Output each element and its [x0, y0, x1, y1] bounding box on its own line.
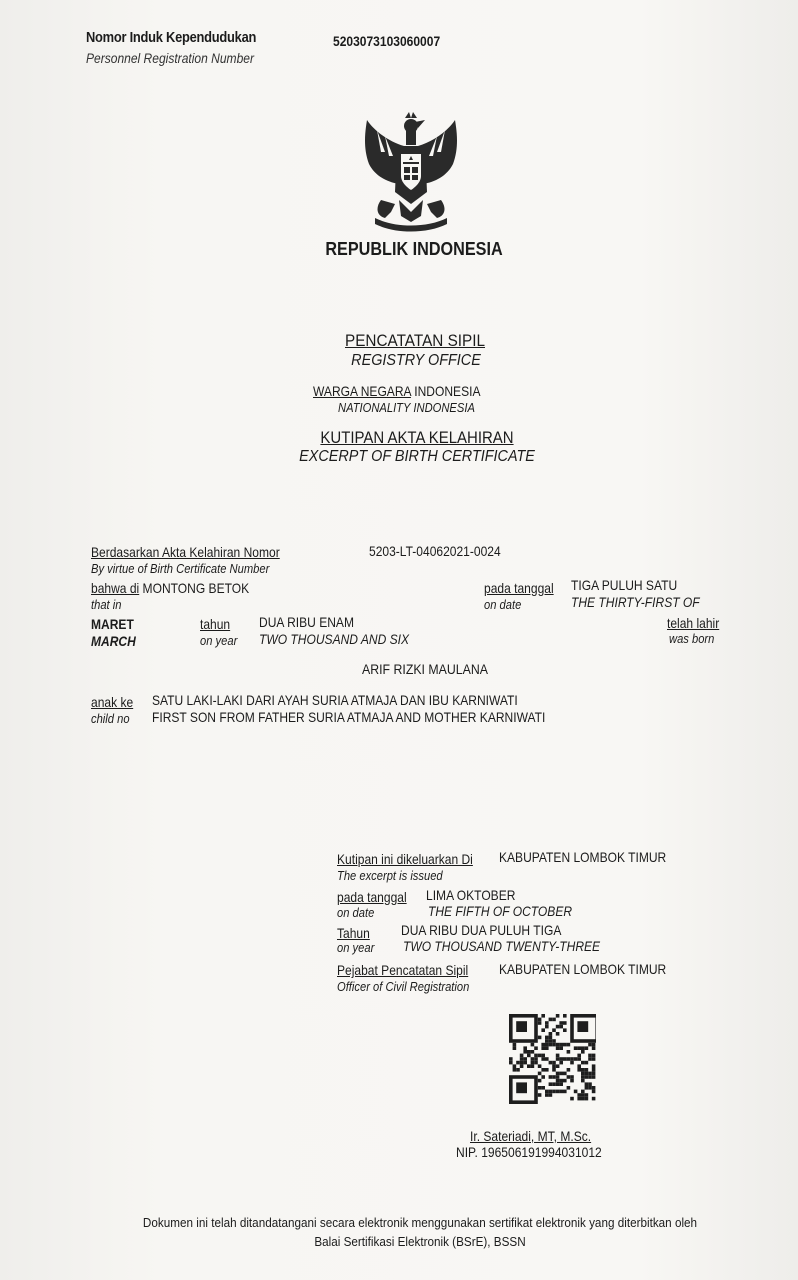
issued-label: Kutipan ini dikeluarkan Di: [337, 851, 473, 867]
child-value: SATU LAKI-LAKI DARI AYAH SURIA ATMAJA DAN IBU KARNIWATI: [152, 692, 518, 708]
issue-date-label: pada tanggal: [337, 889, 407, 905]
year-value: DUA RIBU ENAM: [259, 614, 355, 630]
signer-name: Ir. Sateriadi, MT, M.Sc.: [470, 1128, 592, 1144]
garuda-emblem-icon: [355, 112, 467, 232]
nationality-row-en: [338, 400, 475, 415]
year-label: tahun: [200, 616, 231, 632]
issue-date-value-en: THE FIFTH OF OCTOBER: [428, 903, 573, 919]
issue-year-label: Tahun: [337, 925, 370, 941]
officer-label-en: Officer of Civil Registration: [337, 979, 470, 994]
month-value-en: MARCH: [91, 633, 136, 649]
year-label-en: on year: [200, 633, 238, 648]
footer-line-1: Dokumen ini telah ditandatangani secara elektronik menggunakan sertifikat elektronik yang diterbitkan oleh: [142, 1215, 698, 1230]
child-name: ARIF RIZKI MAULANA: [362, 661, 488, 677]
date-label: pada tanggal: [484, 580, 554, 596]
office-title: PENCATATAN SIPIL: [344, 331, 486, 350]
child-label: anak ke: [91, 694, 134, 710]
doc-title-en: EXCERPT OF BIRTH CERTIFICATE: [299, 448, 535, 465]
country-title: REPUBLIK INDONESIA: [325, 239, 503, 259]
nationality-value: INDONESIA: [414, 383, 481, 399]
issue-date-label-en: on date: [337, 905, 375, 920]
child-value-en: FIRST SON FROM FATHER SURIA ATMAJA AND MOTHER KARNIWATI: [152, 709, 546, 725]
cert-label-en: By virtue of Birth Certificate Number: [91, 561, 270, 576]
officer-label: Pejabat Pencatatan Sipil: [337, 962, 469, 978]
office-title-en: REGISTRY OFFICE: [351, 352, 481, 369]
cert-label: Berdasarkan Akta Kelahiran Nomor: [91, 544, 280, 560]
date-value: TIGA PULUH SATU: [571, 577, 678, 593]
issued-value: KABUPATEN LOMBOK TIMUR: [499, 849, 667, 865]
born-label-en: was born: [669, 631, 715, 646]
issued-label-en: The excerpt is issued: [337, 868, 443, 883]
place-value: MONTONG BETOK: [142, 580, 250, 596]
year-value-en: TWO THOUSAND AND SIX: [259, 631, 410, 647]
officer-value: KABUPATEN LOMBOK TIMUR: [499, 961, 667, 977]
place-label: bahwa di: [91, 580, 140, 596]
nik-label: Nomor Induk Kependudukan: [86, 29, 257, 46]
place-row: [91, 580, 249, 596]
nationality-label: WARGA NEGARA: [313, 383, 411, 399]
nik-value: 5203073103060007: [333, 33, 441, 49]
issue-year-value: DUA RIBU DUA PULUH TIGA: [401, 922, 562, 938]
issue-year-label-en: on year: [337, 940, 375, 955]
place-label-en: that in: [91, 597, 122, 612]
nationality-label-en: NATIONALITY: [338, 400, 411, 415]
date-value-en: THE THIRTY-FIRST OF: [571, 594, 700, 610]
date-label-en: on date: [484, 597, 522, 612]
issue-year-value-en: TWO THOUSAND TWENTY-THREE: [403, 938, 601, 954]
month-value: MARET: [91, 616, 134, 632]
born-label: telah lahir: [667, 615, 720, 631]
nik-label-en: Personnel Registration Number: [86, 50, 254, 66]
signer-nip: NIP. 196506191994031012: [456, 1144, 602, 1160]
nationality-row: [313, 383, 480, 399]
cert-number: 5203-LT-04062021-0024: [369, 543, 501, 559]
doc-title: KUTIPAN AKTA KELAHIRAN: [320, 428, 514, 447]
qr-code-icon: [508, 1010, 596, 1110]
child-label-en: child no: [91, 711, 130, 726]
nationality-value-en: INDONESIA: [413, 400, 475, 415]
footer-line-2: Balai Sertifikasi Elektronik (BSrE), BSSN: [314, 1234, 526, 1249]
issue-date-value: LIMA OKTOBER: [426, 887, 516, 903]
